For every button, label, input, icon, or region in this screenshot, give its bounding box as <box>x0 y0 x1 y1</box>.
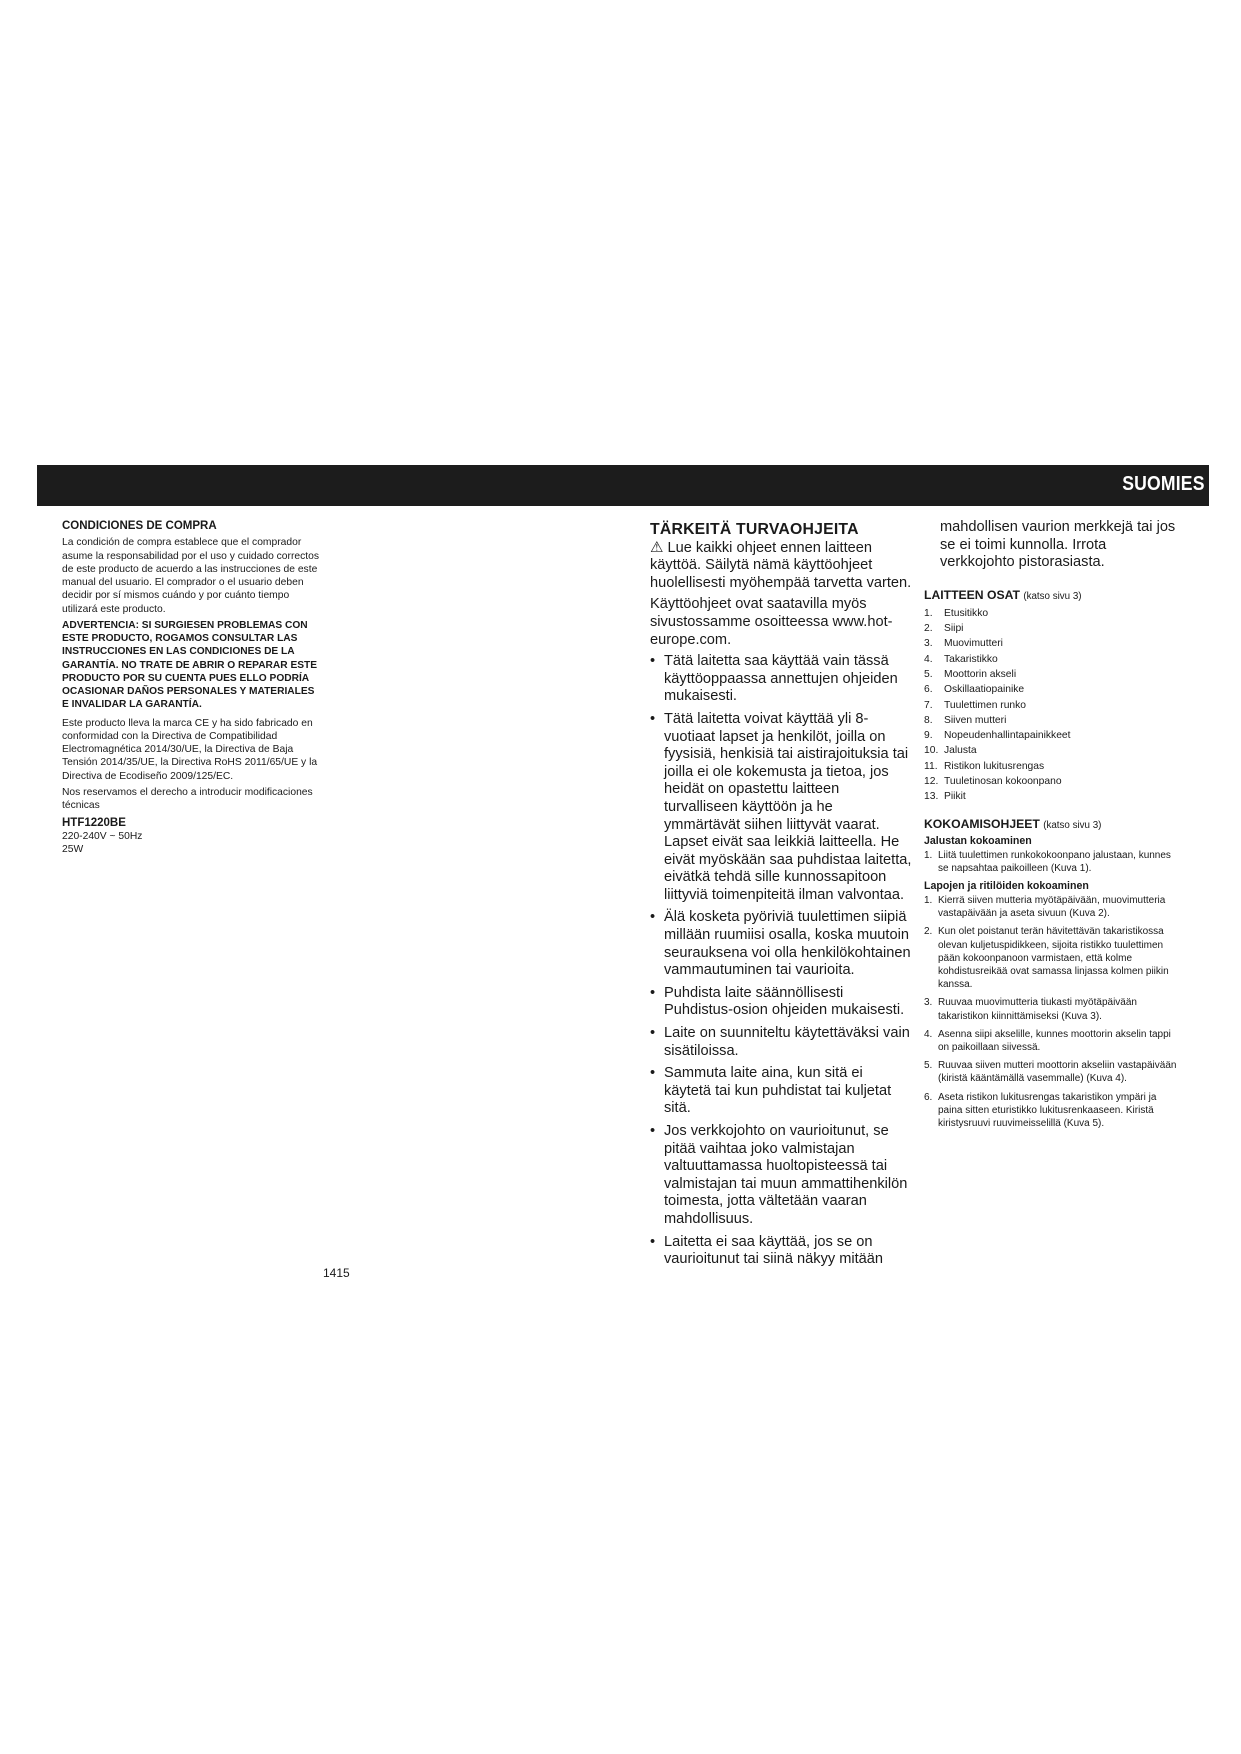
parts-title-text: LAITTEEN OSAT <box>924 587 1020 602</box>
parts-title <box>924 588 1182 602</box>
safety-title: TÄRKEITÄ TURVAOHJEITA <box>650 521 859 538</box>
parts-and-assembly-section <box>924 519 1182 1135</box>
assembly-step: 2. Kun olet poistanut terän hävitettävän takaristikossa olevan kuljetuspidikkeen, sijoita ristikko tuulettimen pään kokoonpanoon varmistaen, että kolme kohdistusreikää ovat samassa linjassa kolmen piikin kanssa. <box>924 926 1169 991</box>
part-item: 11. Ristikon lukitusrengas <box>924 760 1045 772</box>
safety-continuation: mahdollisen vaurion merkkejä tai jos se ei toimi kunnolla. Irrota verkkojohto pistorasiasta. <box>940 519 1176 571</box>
safety-availability: Käyttöohjeet ovat saatavilla myös sivustossamme osoitteessa www.hot-europe.com. <box>650 596 893 648</box>
part-item: 7. Tuulettimen runko <box>924 699 1027 711</box>
language-label: SUOMIES <box>1122 473 1205 495</box>
stand-steps-list <box>924 849 1182 875</box>
part-item: 10. Jalusta <box>924 745 977 757</box>
safety-bullet-list <box>650 653 912 1269</box>
model-number: HTF1220BE <box>62 816 126 829</box>
assembly-step: 1. Kierrä siiven mutteria myötäpäivään, muovimutteria vastapäivään ja aseta sivuun (Kuva 2). <box>924 895 1166 920</box>
safety-bullet: • Tätä laitetta voivat käyttää yli 8-vuotiaat lapset ja henkilöt, joilla on fyysisiä, henkisiä tai aistirajoituksia tai joilla ei ole kokemusta ja tietoa, jos heidät on opastettu laitteen turvalliseen käyttöön ja he ymmärtävät siihen liittyvät vaarat. Lapset eivät saa leikkiä laitteella. He eivät myöskään saa puhdistaa laitetta, eivätkä tehdä sille kunnossapitoon liittyviä toimenpiteitä ilman valvontaa. <box>650 711 912 905</box>
blades-assembly-title: Lapojen ja ritilöiden kokoaminen <box>924 880 1089 893</box>
part-item: 1. Etusitikko <box>924 607 989 619</box>
part-item: 8. Siiven mutteri <box>924 714 1007 726</box>
part-item: 2. Siipi <box>924 623 964 635</box>
safety-bullet: • Laitetta ei saa käyttää, jos se on vaurioitunut tai siinä näkyy mitään <box>650 1234 912 1269</box>
assembly-step: 1. Liitä tuulettimen runkokokoonpano jalustaan, kunnes se napsahtaa paikoilleen (Kuva 1). <box>924 849 1171 874</box>
ce-compliance-text: Este producto lleva la marca CE y ha sido fabricado en conformidad con la Directiva de Compatibilidad Electromagnética 2014/30/UE, la Directiva de Baja Tensión 2014/35/UE, la Directiva RoHS 2011/65/UE y la Directiva de Ecodiseño 2009/125/EC. <box>62 717 318 782</box>
purchase-conditions-section <box>62 520 324 856</box>
assembly-step: 5. Ruuvaa siiven mutteri moottorin akseliin vastapäivään (kiristä kääntämällä vasemmalle) (Kuva 4). <box>924 1060 1177 1085</box>
blades-steps-list <box>924 894 1182 1130</box>
part-item: 5. Moottorin akseli <box>924 668 1017 680</box>
rights-text: Nos reservamos el derecho a introducir modificaciones técnicas <box>62 786 313 812</box>
conditions-intro: La condición de compra establece que el comprador asume la responsabilidad por el uso y cuidado correctos de este producto de acuerdo a las instrucciones de este manual del usuario. El comprador o el usuario deben decidir por sí mismos cuándo y por cuánto tiempo utilizará este producto. <box>62 537 319 615</box>
assembly-title <box>924 817 1182 831</box>
stand-assembly-title: Jalustan kokoaminen <box>924 834 1032 847</box>
safety-intro <box>650 539 912 593</box>
parts-list <box>924 606 1182 805</box>
conditions-title: CONDICIONES DE COMPRA <box>62 520 217 532</box>
safety-bullet: • Jos verkkojohto on vaurioitunut, se pitää vaihtaa joko valmistajan valtuuttamassa huoltopisteessä tai valmistajan tai muun ammattihenkilön toimesta, jotta vältetään vaaran mahdollisuus. <box>650 1123 912 1229</box>
warning-triangle-icon: ⚠ <box>650 538 664 556</box>
part-item: 9. Nopeudenhallintapainikkeet <box>924 730 1071 742</box>
safety-intro-text: Lue kaikki ohjeet ennen laitteen käyttöä. Säilytä nämä käyttöohjeet huolellisesti myöhempää tarvetta varten. <box>650 539 912 591</box>
part-item: 6. Oskillaatiopainike <box>924 684 1025 696</box>
part-item: 12. Tuuletinosan kokoonpano <box>924 776 1062 788</box>
assembly-page-ref: (katso sivu 3) <box>1043 819 1102 831</box>
page-number: 1415 <box>323 1266 350 1280</box>
language-header-bar <box>37 465 1209 506</box>
safety-bullet: • Puhdista laite säännöllisesti Puhdistus-osion ohjeiden mukaisesti. <box>650 985 912 1020</box>
power-spec: 25W <box>62 844 84 856</box>
part-item: 13. Piikit <box>924 791 966 803</box>
safety-bullet: • Älä kosketa pyöriviä tuulettimen siipiä millään ruumiisi osalla, koska muutoin seurauksena voi olla henkilökohtainen vammautuminen tai vaurioita. <box>650 909 912 979</box>
safety-bullet: • Laite on suunniteltu käytettäväksi vain sisätiloissa. <box>650 1025 912 1060</box>
conditions-warning: ADVERTENCIA: SI SURGIESEN PROBLEMAS CON ESTE PRODUCTO, ROGAMOS CONSULTAR LAS INSTRUCCIONES EN LAS CONDICIONES DE LA GARANTÍA. NO TRATE DE ABRIR O REPARAR ESTE PRODUCTO POR SU CUENTA PUES ELLO PODRÍA OCASIONAR DAÑOS PERSONALES Y MATERIALES E INVALIDAR LA GARANTÍA. <box>62 620 318 711</box>
part-item: 3. Muovimutteri <box>924 638 1003 650</box>
assembly-step: 4. Asenna siipi akselille, kunnes moottorin akselin tappi on paikoillaan siivessä. <box>924 1028 1171 1054</box>
assembly-step: 6. Aseta ristikon lukitusrengas takaristikon ympäri ja paina sitten eturistikko lukitusrenkaaseen. Kiristä kiristysruuvi ruuvimeisselillä (Kuva 5). <box>924 1091 1157 1130</box>
safety-bullet: • Sammuta laite aina, kun sitä ei käytetä tai kun puhdistat tai kuljetat sitä. <box>650 1065 912 1118</box>
parts-page-ref: (katso sivu 3) <box>1023 590 1082 602</box>
part-item: 4. Takaristikko <box>924 653 998 665</box>
safety-instructions-section <box>650 521 912 1274</box>
safety-bullet: • Tätä laitetta saa käyttää vain tässä käyttöoppaassa annettujen ohjeiden mukaisesti. <box>650 653 912 706</box>
assembly-step: 3. Ruuvaa muovimutteria tiukasti myötäpäivään takaristikon kiinnittämiseksi (Kuva 3). <box>924 997 1137 1022</box>
voltage-spec: 220-240V ~ 50Hz <box>62 830 143 842</box>
assembly-title-text: KOKOAMISOHJEET <box>924 816 1040 831</box>
